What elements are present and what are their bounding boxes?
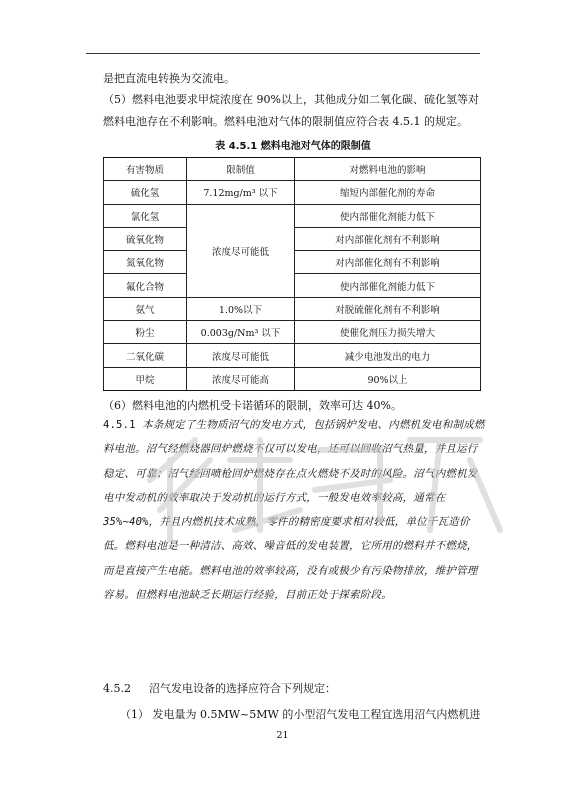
table-caption: 表 4.5.1 燃料电池对气体的限制值 [215,141,371,152]
table-row [104,367,481,390]
paragraph-carnot: （6）燃料电池的内燃机受卡诺循环的限制，效率可达 40%。 [103,399,402,412]
cell-substance: 氯化氢 [104,204,187,227]
cell-limit: 1.0%以下 [187,297,295,320]
cell-substance: 氮氧化物 [104,251,187,274]
table-row [104,344,481,367]
cell-effect: 缩短内部催化剂的寿命 [295,181,481,204]
cell-substance: 二氧化碳 [104,344,187,367]
cell-effect: 使催化剂压力损失增大 [295,321,481,344]
cell-substance: 甲烷 [104,367,187,390]
cell-limit: 0.003g/Nm³ 以下 [187,321,295,344]
table-header-row [104,158,481,181]
section-text: 本条规定了生物质沼气的发电方式，包括锅炉发电、内燃机发电和制成燃料电池。沼气经燃烧器回炉燃烧不仅可以发电，还可以回收沼气热量，并且运行稳定、可靠；沼气经回喷枪回炉燃烧存在点火燃烧不及时的风险。沼气内燃机发电中发动机的效率取决于发动机的运行方式，一般发电效率较高，通常在 35%~40%，并且内燃机技术成熟，零件的精密度要求相对较低，单位千瓦造价低。燃料电池是一种清洁、高效、噪音低的发电装置，它所用的燃料并不燃烧，而是直接产生电能。燃料电池的效率较高，没有或极少有污染物排放，维护管理容易。但燃料电池缺乏长期运行经验，目前正处于探索阶段。 [103,419,485,602]
page-number: 21 [276,730,289,741]
cell-substance: 粉尘 [104,321,187,344]
paragraph-continuation: 是把直流电转换为交流电。 [103,72,235,85]
cell-effect: 对内部催化剂有不利影响 [295,227,481,250]
header-substance: 有害物质 [104,158,187,181]
cell-limit: 浓度尽可能低 [187,344,295,367]
cell-effect: 90%以上 [295,367,481,390]
cell-effect: 减少电池发出的电力 [295,344,481,367]
section-text: 沼气发电设备的选择应符合下列规定： [149,682,336,695]
list-item: （1） 发电量为 0.5MW~5MW 的小型沼气发电工程宜选用沼气内燃机进 [120,708,481,721]
cell-effect: 使内部催化剂能力低下 [295,274,481,297]
section-number: 4.5.1 [103,419,136,431]
cell-substance: 氟化合物 [104,274,187,297]
gas-limit-table [103,157,481,391]
cell-substance: 硫化氢 [104,181,187,204]
table-row [104,204,481,227]
cell-effect: 对内部催化剂有不利影响 [295,251,481,274]
header-rule [86,53,480,54]
cell-substance: 硫氧化物 [104,227,187,250]
cell-limit-merged: 浓度尽可能低 [187,204,295,297]
section-4-5-1 [103,413,487,607]
table-row [104,321,481,344]
section-number: 4.5.2 [103,682,131,695]
cell-limit: 浓度尽可能高 [187,367,295,390]
table-row [104,181,481,204]
cell-effect: 使内部催化剂能力低下 [295,204,481,227]
cell-limit: 7.12mg/m³ 以下 [187,181,295,204]
section-4-5-2 [103,680,336,696]
table-row [104,297,481,320]
header-effect: 对燃料电池的影响 [295,158,481,181]
header-limit: 限制值 [187,158,295,181]
cell-effect: 对脱硫催化剂有不利影响 [295,297,481,320]
paragraph-fuel-cell-requirement: （5）燃料电池要求甲烷浓度在 90%以上，其他成分如二氧化碳、硫化氢等对燃料电池存在不利影响。燃料电池对气体的限制值应符合表 4.5.1 的规定。 [103,93,479,128]
cell-substance: 氨气 [104,297,187,320]
